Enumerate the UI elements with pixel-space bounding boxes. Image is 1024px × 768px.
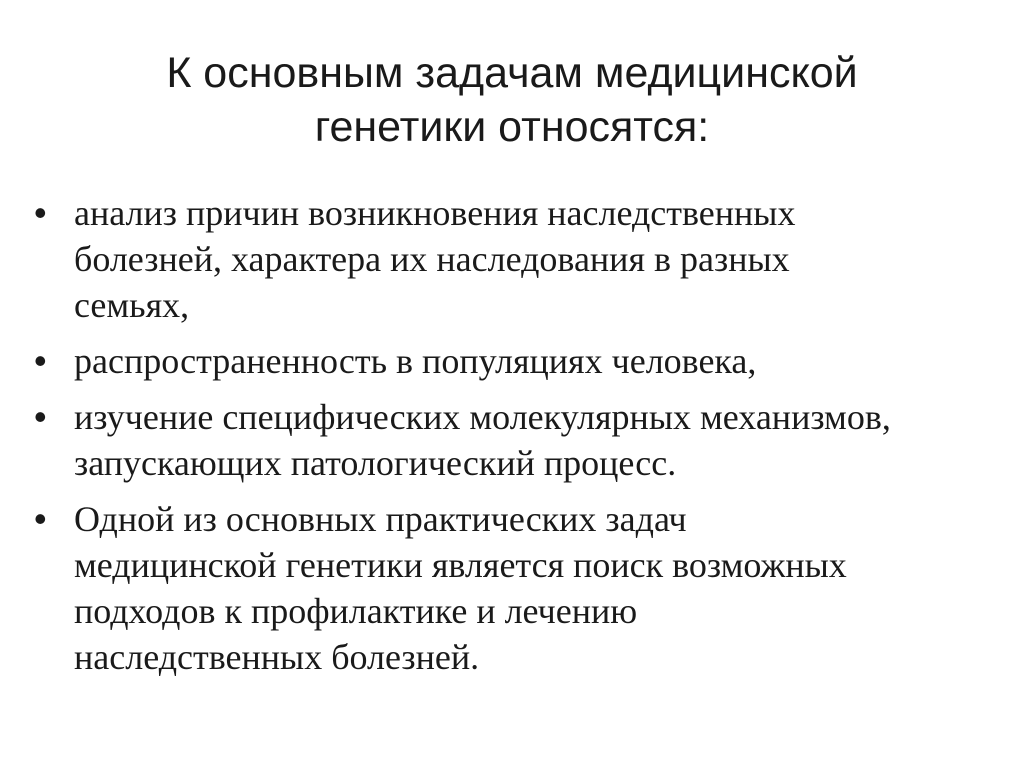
bullet-text-line: Одной из основных практических задач [74,499,687,539]
bullet-item-2 [30,338,1005,384]
bullet-icon: • [34,192,47,233]
bullet-icon: • [34,498,47,539]
bullet-text-line: распространенность в популяциях человека, [74,341,757,381]
bullet-icon: • [34,396,47,437]
bullet-text [74,338,1005,384]
bullet-text [74,496,1005,680]
bullet-text-line: семьях, [74,285,190,325]
bullet-text-line: наследственных болезней. [74,637,480,677]
bullet-text-line: изучение специфических молекулярных механизмов, [74,397,891,437]
bullet-text-line: анализ причин возникновения наследственных [74,193,796,233]
slide-title [90,46,934,154]
bullet-text-line: болезней, характера их наследования в разных [74,239,790,279]
bullet-text-line: подходов к профилактике и лечению [74,591,638,631]
bullet-text-line: медицинской генетики является поиск возможных [74,545,847,585]
bullet-item-3 [30,394,1005,486]
bullet-text [74,394,1005,486]
bullet-text [74,190,1005,328]
slide-title-line-1: К основным задачам медицинской [166,49,858,97]
bullet-list [30,190,1005,690]
bullet-item-4 [30,496,1005,680]
bullet-text-line: запускающих патологический процесс. [74,443,677,483]
bullet-item-1 [30,190,1005,328]
bullet-icon: • [34,340,47,381]
slide-title-line-2: генетики относятся: [314,103,710,151]
